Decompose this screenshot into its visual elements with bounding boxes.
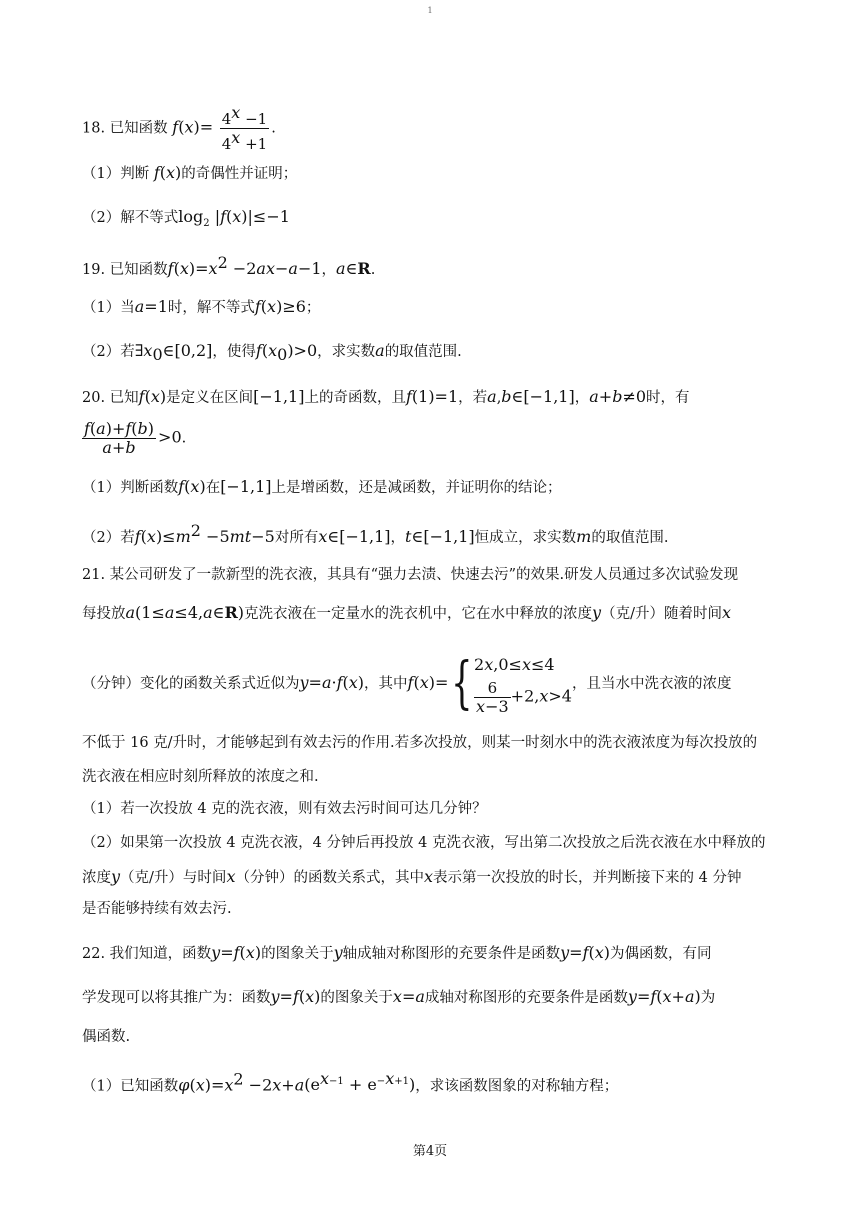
q21-line5: 洗衣液在相应时刻所释放的浓度之和. — [82, 769, 319, 785]
q22-part1: （1）已知函数$\varphi(x)=x^2 -2x+a(e^{x-1} + e^{-x+1})$，求该函数图象的对称轴方程； — [82, 1069, 619, 1095]
q21-line1: 21. 某公司研发了一款新型的洗衣液，其具有“强力去渍、快速去污”的效果.研发人员通过多次试验发现 — [82, 567, 739, 583]
q18-stem: 18. 已知函数 f(x)= $\frac{4^x -1}{4^x +1}$ . — [82, 103, 276, 153]
q21-line2: 每投放a(1≤a≤4,a∈R)克洗衣液在一定量水的洗衣机中，它在水中释放的浓度y（克/升）随着时间x — [82, 603, 731, 622]
header-mark: 1 — [427, 6, 433, 15]
q20-part2: （2）若$f(x)\le m^2 -5mt-5$对所有x∈[−1,1]，t∈[−1,1]恒成立，求实数m的取值范围. — [82, 521, 669, 546]
q19-part1: （1）当a=1时，解不等式f(x)≥6； — [82, 297, 321, 316]
q22-line2: 学发现可以将其推广为：函数y=f(x)的图象关于x=a成轴对称图形的充要条件是函数y=f(x+a)为 — [82, 987, 716, 1006]
piecewise-function: 2x,0≤x≤4 $\frac{6}{x-3}$ +2,x>4 — [474, 655, 572, 716]
q19-stem: 19. 已知函数$f(x)=x^2 -2ax-a-1$，a∈R. — [82, 253, 376, 278]
q21-part2-line3: 是否能够持续有效去污. — [82, 901, 232, 917]
q21-part1: （1）若一次投放 4 克的洗衣液，则有效去污时间可达几分钟？ — [82, 801, 487, 817]
q20-fraction-line: $\frac{f(a)+f(b)}{a+b}$ >0. — [84, 419, 187, 457]
q18-fraction: $\frac{4^x -1}{4^x +1}$ — [221, 103, 268, 153]
q20-fraction: $\frac{f(a)+f(b)}{a+b}$ — [84, 419, 155, 457]
q18-part2: （2）解不等式$\log_2 |f(x)|\le-1$ — [82, 207, 290, 230]
q22-line1: 22. 我们知道，函数y=f(x)的图象关于y轴成轴对称图形的充要条件是函数y=f(x)为偶函数，有同 — [82, 943, 712, 962]
q21-line3: （分钟）变化的函数关系式近似为y=a·f(x)，其中f(x)={ 2x,0≤x≤4 $\frac{6}{x-3}$ +2,x>4 ，且当水中洗衣液的浓度 — [82, 651, 732, 716]
q20-stem: 20. 已知f(x)是定义在区间[−1,1]上的奇函数，且f(1)=1，若a,b∈[−1,1]，a+b≠0时，有 — [82, 387, 690, 406]
q21-line4: 不低于 16 克/升时，才能够起到有效去污的作用.若多次投放，则某一时刻水中的洗衣液浓度为每次投放的 — [82, 735, 758, 751]
q20-part1: （1）判断函数f(x)在[−1,1]上是增函数，还是减函数，并证明你的结论； — [82, 477, 562, 496]
q19-part2: （2）若$\exists x_0\in[0,2]$，使得$f(x_0)>0$，求实数a的取值范围. — [82, 341, 462, 364]
q18-part1: （1）判断 f(x)的奇偶性并证明； — [82, 163, 298, 182]
page-number: 第4页 — [412, 1144, 448, 1159]
q22-line3: 偶函数. — [82, 1029, 131, 1045]
q21-part2-line2: 浓度y（克/升）与时间x（分钟）的函数关系式，其中x表示第一次投放的时长，并判断接下来的 4 分钟 — [82, 867, 742, 886]
q21-part2-line1: （2）如果第一次投放 4 克洗衣液，4 分钟后再投放 4 克洗衣液，写出第二次投放之后洗衣液在水中释放的 — [82, 835, 766, 851]
